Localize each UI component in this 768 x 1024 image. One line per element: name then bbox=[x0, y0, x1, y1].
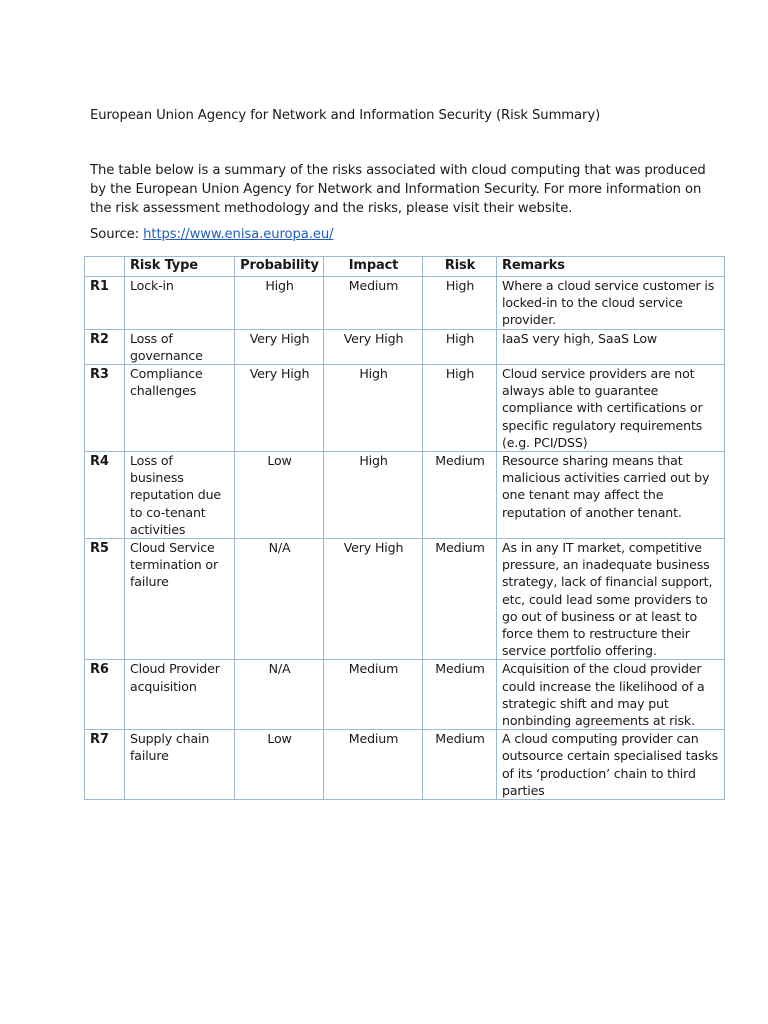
cell-risk-type: Lock-in bbox=[125, 277, 235, 330]
cell-impact: High bbox=[324, 452, 423, 539]
cell-probability: N/A bbox=[235, 539, 324, 660]
intro-line: The table below is a summary of the risks associated with cloud computing that was produced bbox=[90, 163, 706, 178]
table-row bbox=[85, 277, 725, 330]
header-remarks: Remarks bbox=[497, 257, 725, 277]
cell-probability: Very High bbox=[235, 365, 324, 452]
cell-remarks: Cloud service providers are not always able to guarantee compliance with certifications or specific regulatory requirements (e.g. PCI/DSS) bbox=[497, 365, 725, 452]
cell-risk: Medium bbox=[423, 730, 497, 800]
cell-risk-type: Supply chain failure bbox=[125, 730, 235, 800]
cell-remarks: As in any IT market, competitive pressure, an inadequate business strategy, lack of financial support, etc, could lead some providers to go out of business or at least to force them to restructure their service portfolio offering. bbox=[497, 539, 725, 660]
header-id bbox=[85, 257, 125, 277]
cell-risk-id: R3 bbox=[85, 365, 125, 452]
cell-probability: Very High bbox=[235, 329, 324, 364]
intro-line: by the European Union Agency for Network and Information Security. For more information on bbox=[90, 182, 702, 197]
table-row bbox=[85, 730, 725, 800]
cell-risk-id: R6 bbox=[85, 660, 125, 730]
cell-risk-id: R2 bbox=[85, 329, 125, 364]
cell-impact: High bbox=[324, 365, 423, 452]
source-link[interactable]: https://www.enisa.europa.eu/ bbox=[143, 227, 334, 242]
cell-risk: Medium bbox=[423, 452, 497, 539]
cell-risk-type: Loss of governance bbox=[125, 329, 235, 364]
cell-probability: Low bbox=[235, 730, 324, 800]
cell-impact: Medium bbox=[324, 277, 423, 330]
source-label: Source: bbox=[90, 227, 144, 242]
header-probability: Probability bbox=[235, 257, 324, 277]
cell-remarks: Acquisition of the cloud provider could increase the likelihood of a strategic shift and may put nonbinding agreements at risk. bbox=[497, 660, 725, 730]
source-line bbox=[90, 227, 333, 242]
intro-paragraph bbox=[90, 161, 706, 218]
cell-remarks: Resource sharing means that malicious activities carried out by one tenant may affect the reputation of another tenant. bbox=[497, 452, 725, 539]
cell-risk-id: R4 bbox=[85, 452, 125, 539]
cell-remarks: IaaS very high, SaaS Low bbox=[497, 329, 725, 364]
cell-impact: Very High bbox=[324, 539, 423, 660]
cell-risk-id: R5 bbox=[85, 539, 125, 660]
table-row bbox=[85, 452, 725, 539]
intro-line: the risk assessment methodology and the risks, please visit their website. bbox=[90, 201, 573, 216]
cell-risk-id: R7 bbox=[85, 730, 125, 800]
cell-remarks: Where a cloud service customer is locked-in to the cloud service provider. bbox=[497, 277, 725, 330]
header-impact: Impact bbox=[324, 257, 423, 277]
cell-risk-id: R1 bbox=[85, 277, 125, 330]
cell-probability: N/A bbox=[235, 660, 324, 730]
table-row bbox=[85, 660, 725, 730]
document-heading: European Union Agency for Network and Information Security (Risk Summary) bbox=[90, 108, 601, 123]
cell-probability: Low bbox=[235, 452, 324, 539]
table-row bbox=[85, 329, 725, 364]
cell-remarks: A cloud computing provider can outsource certain specialised tasks of its ‘production’ chain to third parties bbox=[497, 730, 725, 800]
cell-risk-type: Loss of business reputation due to co-tenant activities bbox=[125, 452, 235, 539]
cell-risk-type: Compliance challenges bbox=[125, 365, 235, 452]
table-row bbox=[85, 365, 725, 452]
cell-risk-type: Cloud Service termination or failure bbox=[125, 539, 235, 660]
table-header-row bbox=[85, 257, 725, 277]
cell-probability: High bbox=[235, 277, 324, 330]
header-risk-type: Risk Type bbox=[125, 257, 235, 277]
header-risk: Risk bbox=[423, 257, 497, 277]
cell-risk: High bbox=[423, 329, 497, 364]
risk-summary-table bbox=[84, 256, 725, 800]
cell-risk: High bbox=[423, 277, 497, 330]
cell-impact: Medium bbox=[324, 730, 423, 800]
cell-impact: Very High bbox=[324, 329, 423, 364]
cell-risk: Medium bbox=[423, 539, 497, 660]
cell-risk-type: Cloud Provider acquisition bbox=[125, 660, 235, 730]
cell-impact: Medium bbox=[324, 660, 423, 730]
cell-risk: Medium bbox=[423, 660, 497, 730]
table-row bbox=[85, 539, 725, 660]
cell-risk: High bbox=[423, 365, 497, 452]
